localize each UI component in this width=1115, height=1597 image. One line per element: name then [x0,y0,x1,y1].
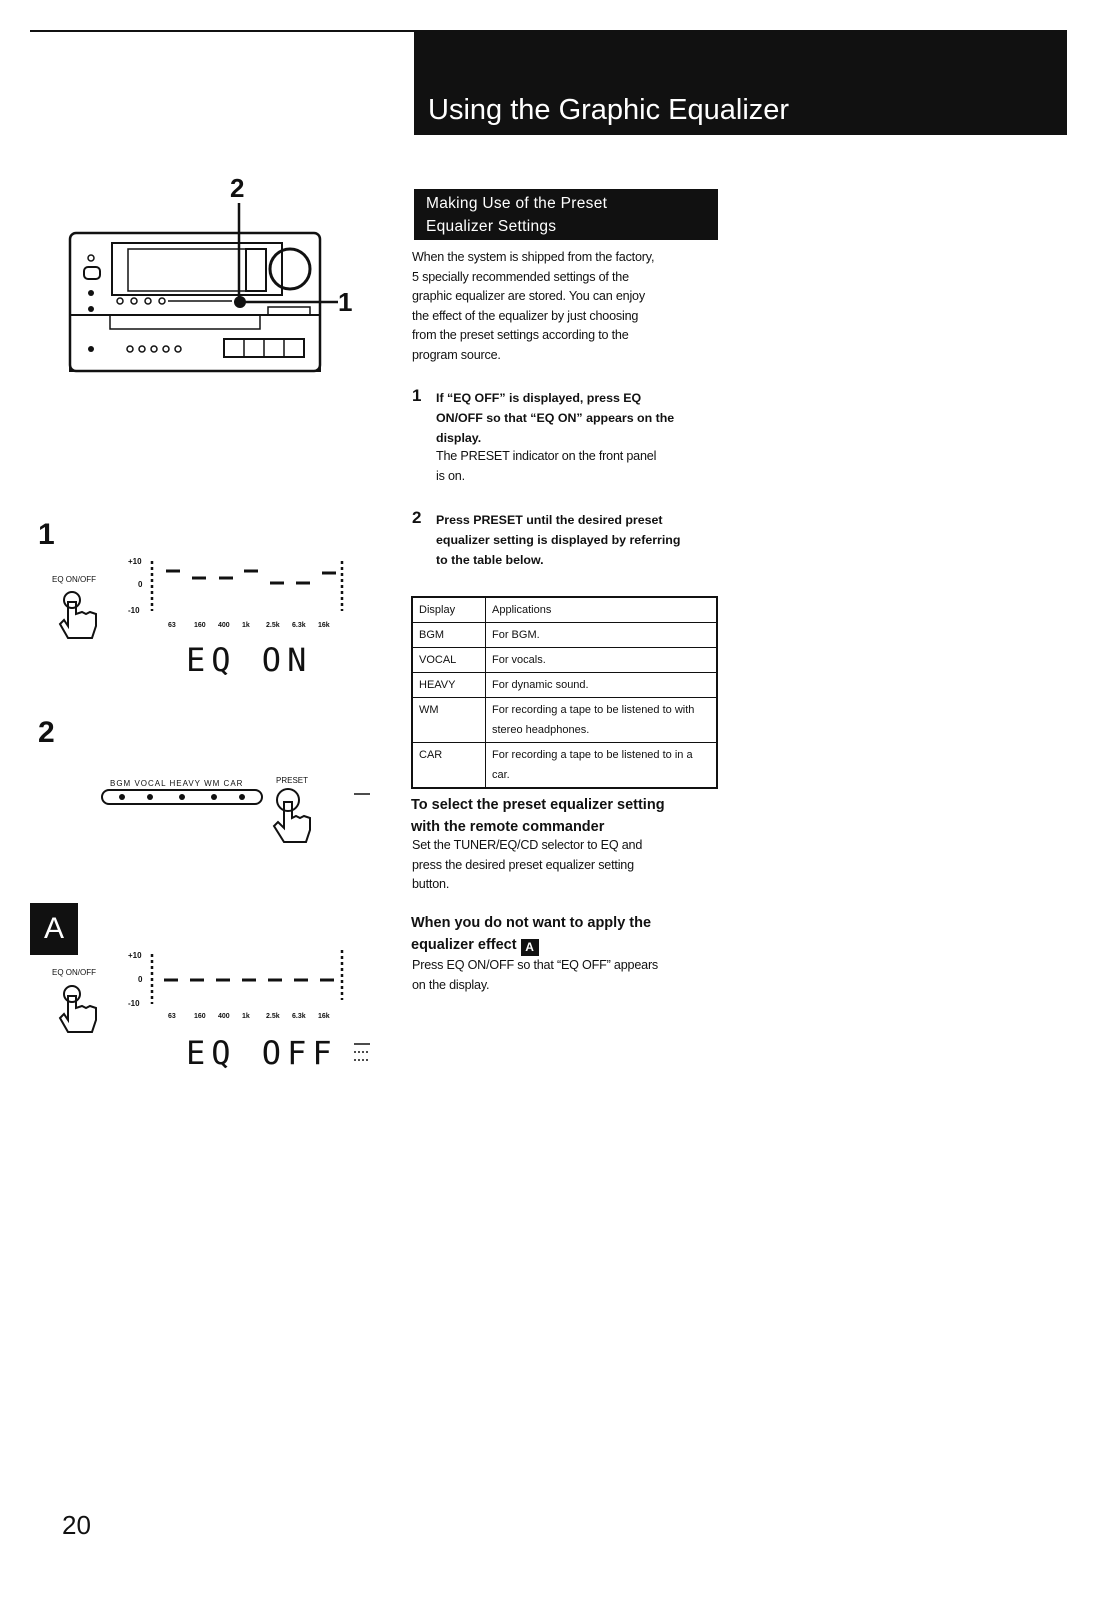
eq-onoff-button-label: EQ ON/OFF [52,575,96,584]
freq-label: 2.5k [266,1013,280,1020]
preset-table [411,596,718,789]
text-line: If “EQ OFF” is displayed, press EQ [436,391,642,405]
table-cell: WM [412,698,486,743]
column-header: Applications [486,597,718,623]
freq-label: 6.3k [292,622,306,629]
table-row [412,698,717,743]
section-heading [414,189,718,240]
text-line: equalizer effect [411,937,517,953]
title-bar [414,30,1067,135]
eq-scale-mid: 0 [138,975,143,984]
table-header-row [412,597,717,623]
section-heading-line: Making Use of the Preset [426,195,608,212]
remote-paragraph [412,836,722,895]
freq-label: 63 [168,622,176,629]
eq-scale-bottom: -10 [128,606,140,615]
eq-scale-top: +10 [128,557,142,566]
freq-label: 16k [318,1013,330,1020]
freq-label: 400 [218,1013,230,1020]
table-cell: CAR [412,743,486,789]
eq-scale-top: +10 [128,951,142,960]
step-1-label: 1 [38,518,55,551]
section-heading-line: Equalizer Settings [426,218,557,235]
hand-press-icon [58,984,102,1040]
eq-onoff-button-label: EQ ON/OFF [52,968,96,977]
disable-heading [411,912,721,956]
step-2-label: 2 [38,716,55,749]
text-line: with the remote commander [411,819,605,835]
lcd-readout: EQ OFF [186,1034,338,1072]
callout-2-label: 2 [230,173,245,203]
text-line: When you do not want to apply the [411,915,652,931]
page-number: 20 [62,1510,91,1540]
preset-button-label: PRESET [276,776,309,785]
text-line: graphic equalizer are stored. You can enjoy [412,289,645,303]
text-line: 5 specially recommended settings of the [412,269,629,284]
text-line: the effect of the equalizer by just choosing [412,308,639,323]
table-cell: For recording a tape to be listened to in a car. [486,743,718,789]
step-2-number: 2 [412,508,422,527]
callout-1-label: 1 [338,287,353,317]
text-line: Press EQ ON/OFF so that “EQ OFF” appears [412,958,659,972]
lcd-readout: EQ ON [186,641,313,675]
text-line: The PRESET indicator on the front panel [436,449,657,463]
table-cell: BGM [412,623,486,648]
hand-press-icon [58,590,102,646]
freq-label: 1k [242,1013,250,1020]
freq-label: 1k [242,622,250,629]
text-line: button. [412,877,450,891]
text-line: program source. [412,347,501,362]
text-line: equalizer setting is displayed by referring [436,533,681,547]
eq-scale-bottom: -10 [128,999,140,1008]
table-cell: HEAVY [412,673,486,698]
step-1-note [436,447,722,486]
intro-paragraph [412,248,722,365]
step-1-number: 1 [412,386,422,405]
text-line: display. [436,431,482,445]
step-2-instruction [436,510,722,570]
disable-paragraph [412,956,722,995]
freq-label: 160 [194,1013,206,1020]
text-line: Set the TUNER/EQ/CD selector to EQ and [412,838,643,852]
table-row [412,743,717,789]
column-header: Display [412,597,486,623]
text-line: Press PRESET until the desired preset [436,513,663,527]
text-line: to the table below. [436,553,544,567]
remote-heading [411,794,721,838]
freq-label: 400 [218,622,230,629]
freq-label: 2.5k [266,622,280,629]
step-1-instruction [436,388,722,448]
table-row [412,673,717,698]
freq-label: 6.3k [292,1013,306,1020]
table-cell: For dynamic sound. [486,673,718,698]
preset-labels: BGM VOCAL HEAVY WM CAR [110,779,244,788]
page-title: Using the Graphic Equalizer [428,94,790,126]
table-row [412,623,717,648]
eq-off-display [128,946,376,1072]
freq-label: 16k [318,622,330,629]
table-cell: For vocals. [486,648,718,673]
text-line: To select the preset equalizer setting [411,797,665,813]
text-line: press the desired preset equalizer setting [412,857,634,872]
a-badge: A [30,903,78,955]
text-line: is on. [436,468,465,483]
table-cell: For recording a tape to be listened to with stereo headphones. [486,698,718,743]
freq-label: 160 [194,622,206,629]
stereo-unit-illustration [60,165,370,385]
table-row [412,648,717,673]
preset-selector [100,788,370,850]
eq-on-display [128,555,358,675]
table-cell: VOCAL [412,648,486,673]
text-line: ON/OFF so that “EQ ON” appears on the [436,411,675,425]
table-cell: For BGM. [486,623,718,648]
eq-scale-mid: 0 [138,580,143,589]
a-badge-inline: A [521,939,539,956]
text-line: from the preset settings according to the [412,328,629,342]
freq-label: 63 [168,1013,176,1020]
text-line: When the system is shipped from the factory, [412,250,655,264]
text-line: on the display. [412,977,490,992]
